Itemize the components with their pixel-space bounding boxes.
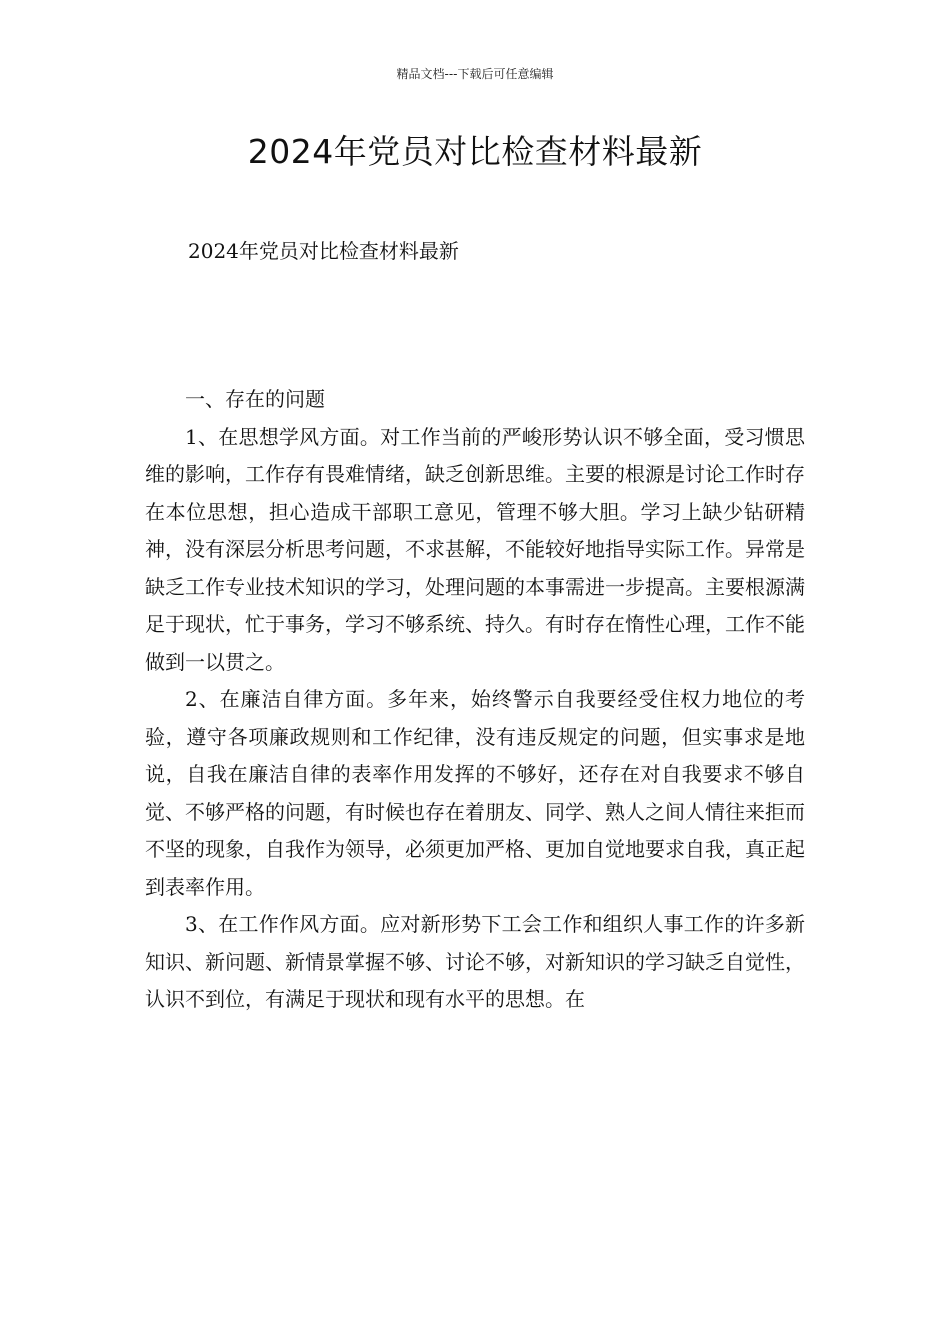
section-heading-problems: 一、存在的问题 (185, 387, 325, 411)
document-subtitle: 2024年党员对比检查材料最新 (188, 239, 459, 263)
paragraph-work-style: 3、在工作作风方面。应对新形势下工会工作和组织人事工作的许多新知识、新问题、新情景掌握不够、讨论不够，对新知识的学习缺乏自觉性，认识不到位，有满足于现状和现有水平的思想。在 (145, 912, 805, 1011)
document-title: 2024年党员对比检查材料最新 (247, 132, 703, 171)
header-note: 精品文档---下载后可任意编辑 (396, 67, 554, 81)
document-body (145, 381, 805, 1019)
paragraph-thinking-study: 1、在思想学风方面。对工作当前的严峻形势认识不够全面，受习惯思维的影响，工作存有畏难情绪，缺乏创新思维。主要的根源是讨论工作时存在本位思想，担心造成干部职工意见，管理不够大胆。学习上缺少钻研精神，没有深层分析思考问题，不求甚解，不能较好地指导实际工作。异常是缺乏工作专业技术知识的学习，处理问题的本事需进一步提高。主要根源满足于现状，忙于事务，学习不够系统、持久。有时存在惰性心理，工作不能做到一以贯之。 (145, 424, 805, 674)
paragraph-integrity: 2、在廉洁自律方面。多年来，始终警示自我要经受住权力地位的考验，遵守各项廉政规则和工作纪律，没有违反规定的问题，但实事求是地说，自我在廉洁自律的表率作用发挥的不够好，还存在对自我要求不够自觉、不够严格的问题，有时候也存在着朋友、同学、熟人之间人情往来拒而不坚的现象，自我作为领导，必须更加严格、更加自觉地要求自我，真正起到表率作用。 (145, 687, 805, 899)
